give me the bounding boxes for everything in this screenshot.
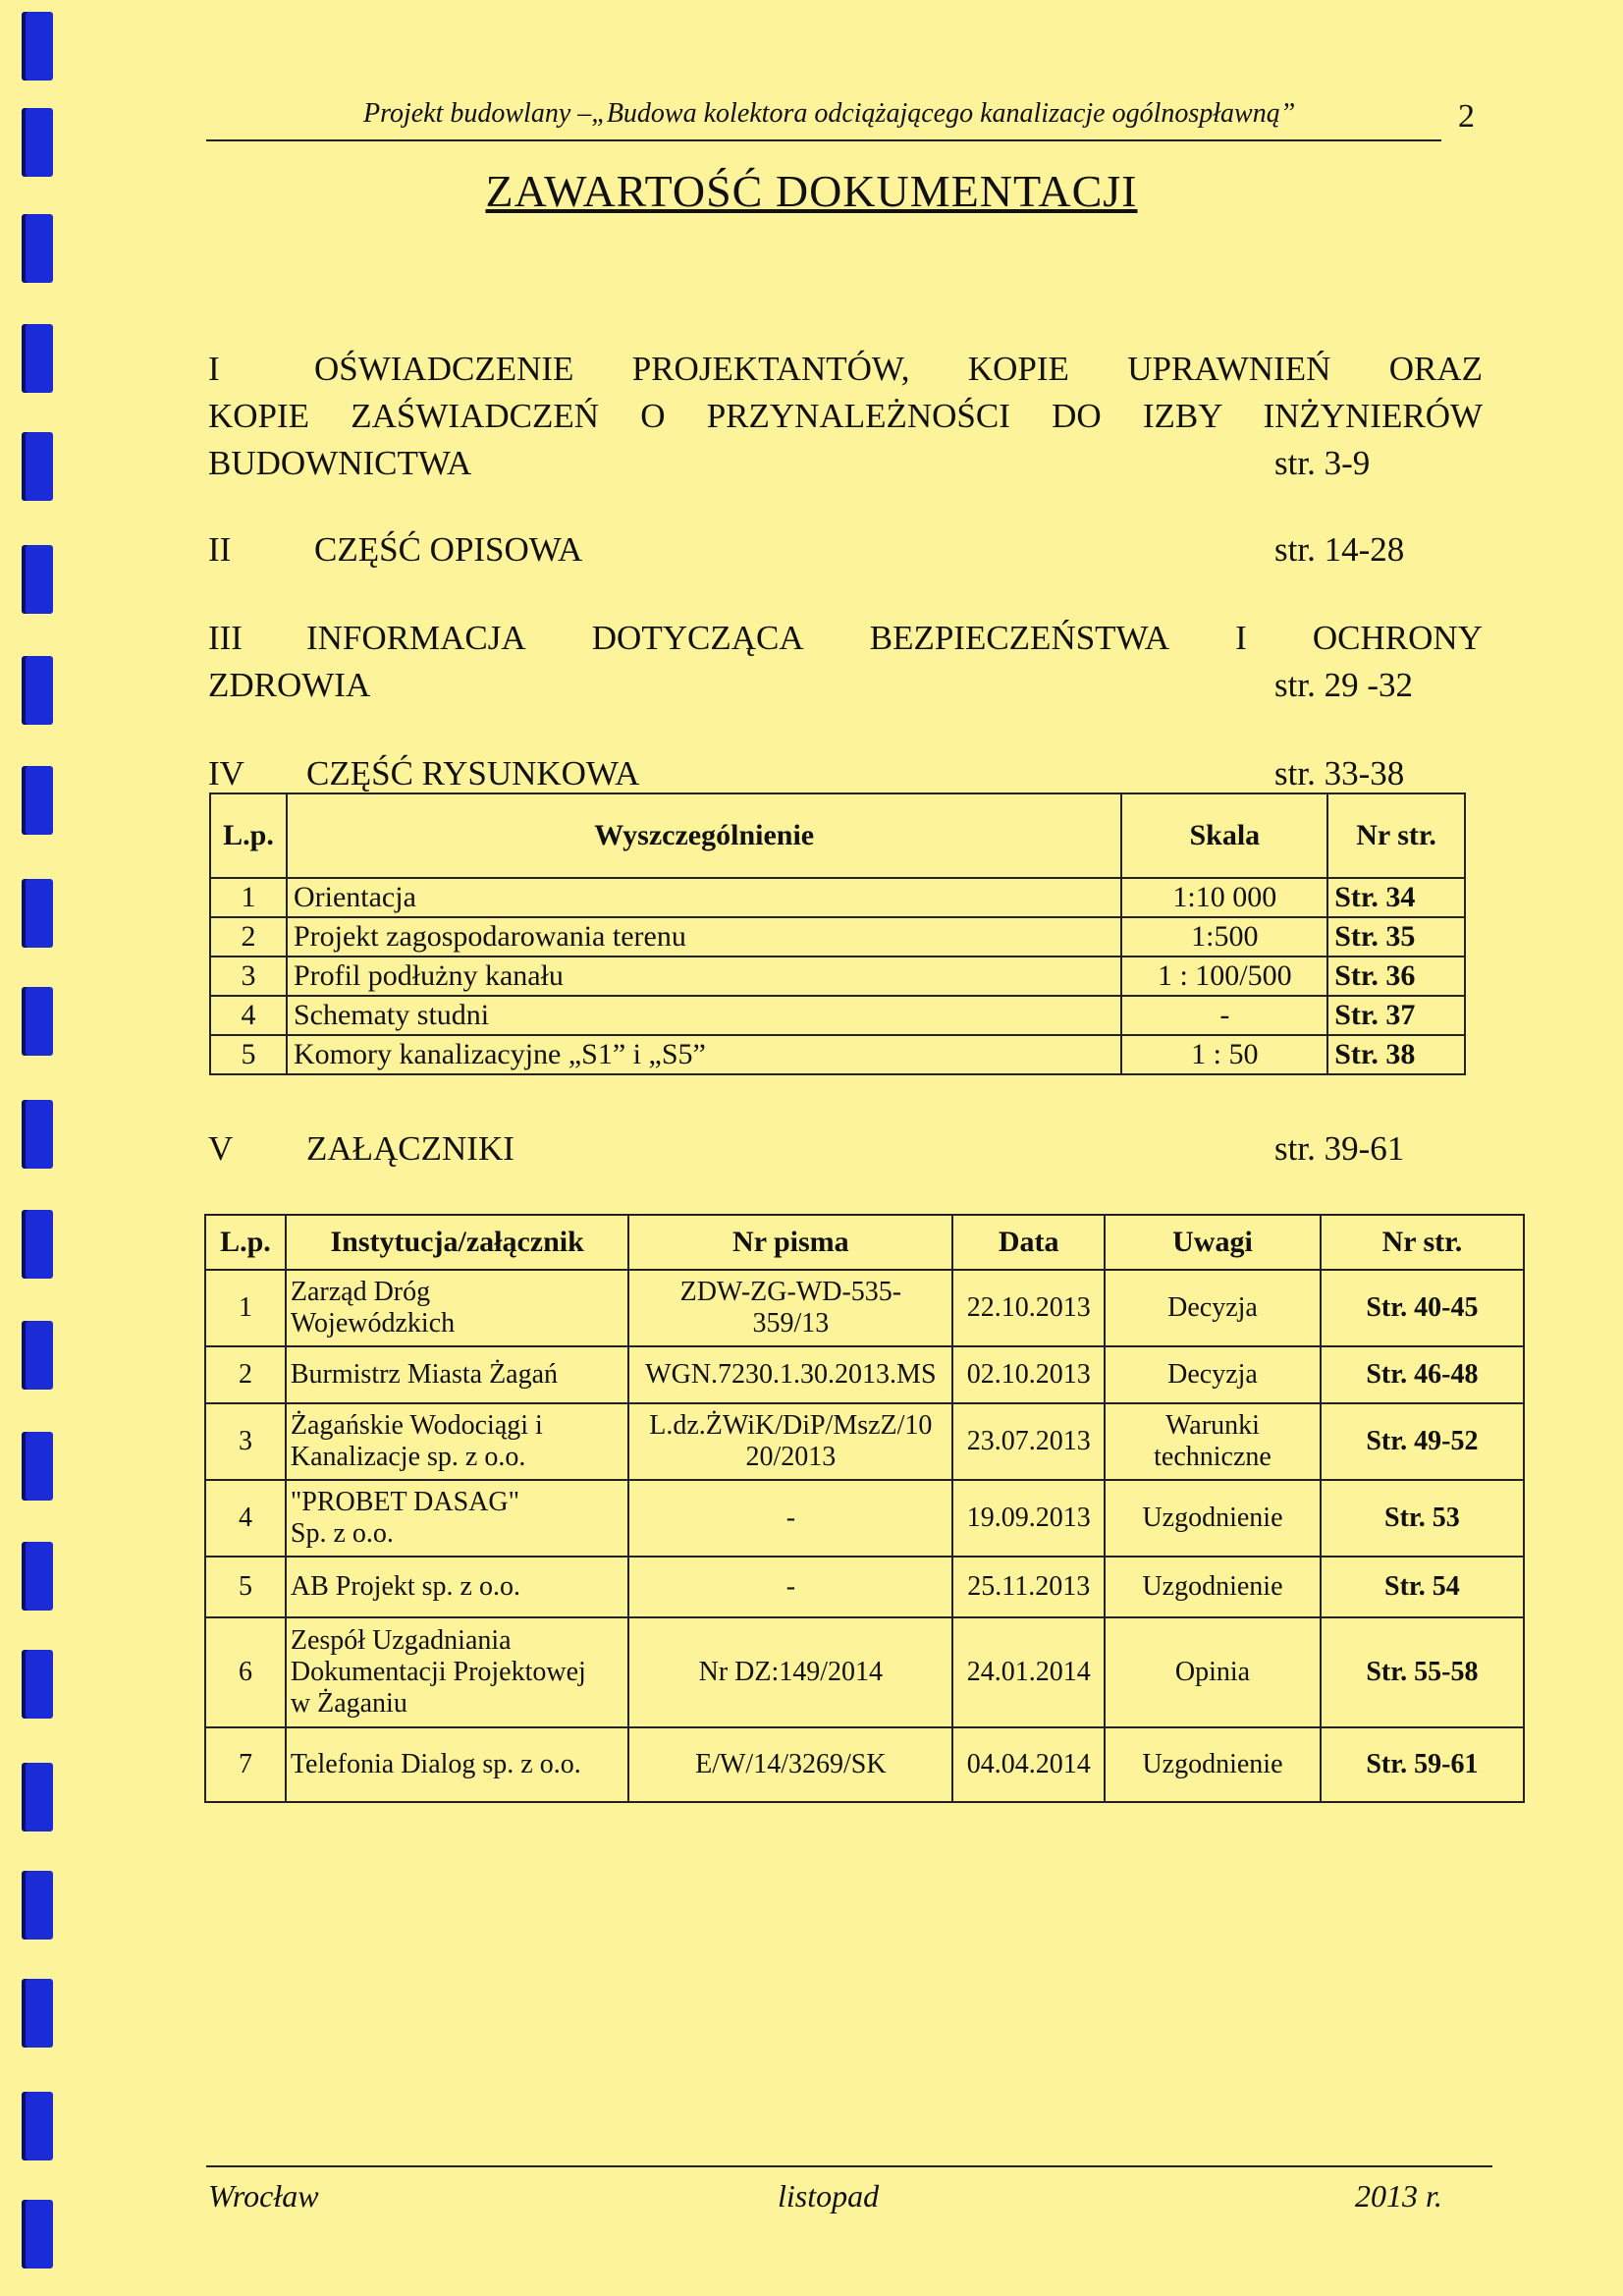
cell-ref: Nr DZ:149/2014 bbox=[628, 1617, 952, 1727]
section-4-title: CZĘŚĆ RYSUNKOWA bbox=[306, 754, 640, 793]
cell-lp: 4 bbox=[210, 996, 287, 1035]
col-header-inst: Instytucja/załącznik bbox=[286, 1215, 629, 1270]
cell-line: w Żaganiu bbox=[290, 1688, 407, 1719]
cell-lp: 4 bbox=[205, 1480, 286, 1557]
section-2-title: CZĘŚĆ OPISOWA bbox=[314, 530, 583, 569]
table-row bbox=[205, 1557, 1524, 1617]
col-header-ref: Nr pisma bbox=[628, 1215, 952, 1270]
section-4-num: IV bbox=[208, 754, 244, 793]
page-number: 2 bbox=[1458, 98, 1475, 135]
table-row bbox=[205, 1403, 1524, 1480]
cell-line: Sp. z o.o. bbox=[290, 1518, 394, 1549]
table-header-row bbox=[205, 1215, 1524, 1270]
cell-inst bbox=[286, 1480, 629, 1557]
cell-line: Żagańskie Wodociągi i bbox=[290, 1410, 543, 1441]
cell-page: Str. 49-52 bbox=[1321, 1403, 1524, 1480]
cell-lp: 5 bbox=[210, 1035, 287, 1074]
section-3-line2: ZDROWIA bbox=[208, 666, 371, 704]
cell-lp: 1 bbox=[210, 878, 287, 917]
cell-line: Warunki bbox=[1165, 1410, 1260, 1441]
cell-page: Str. 54 bbox=[1321, 1557, 1524, 1617]
section-3-num: III bbox=[208, 619, 243, 657]
table-row bbox=[205, 1727, 1524, 1802]
section-5-pages: str. 39-61 bbox=[1274, 1129, 1405, 1168]
section-3-word: BEZPIECZEŃSTWA bbox=[869, 619, 1169, 657]
cell-page: Str. 40-45 bbox=[1321, 1270, 1524, 1346]
header-title: Projekt budowlany –„Budowa kolektora odciążającego kanalizacje ogólnospławną” bbox=[363, 98, 1296, 129]
cell-line: Zarząd Dróg bbox=[290, 1277, 431, 1307]
cell-notes: Uzgodnienie bbox=[1105, 1557, 1321, 1617]
table-row bbox=[210, 1035, 1465, 1074]
cell-page: Str. 34 bbox=[1327, 878, 1465, 917]
cell-lp: 3 bbox=[205, 1403, 286, 1480]
cell-line: "PROBET DASAG" bbox=[290, 1487, 520, 1517]
col-header-scale: Skala bbox=[1121, 793, 1327, 878]
cell-desc: Schematy studni bbox=[287, 996, 1121, 1035]
table-row bbox=[205, 1270, 1524, 1346]
cell-inst bbox=[286, 1403, 629, 1480]
cell-date: 23.07.2013 bbox=[952, 1403, 1105, 1480]
attachments-table bbox=[204, 1214, 1525, 1803]
section-1-pages: str. 3-9 bbox=[1274, 444, 1371, 482]
footer-month: listopad bbox=[778, 2178, 880, 2214]
cell-line: Kanalizacje sp. z o.o. bbox=[290, 1442, 526, 1472]
cell-desc: Projekt zagospodarowania terenu bbox=[287, 917, 1121, 957]
section-3-line1 bbox=[306, 615, 1483, 662]
cell-date: 24.01.2014 bbox=[952, 1617, 1105, 1727]
document-title: ZAWARTOŚĆ DOKUMENTACJI bbox=[485, 166, 1138, 216]
cell-date: 22.10.2013 bbox=[952, 1270, 1105, 1346]
header-rule bbox=[206, 139, 1441, 141]
cell-ref: - bbox=[628, 1557, 952, 1617]
spiral-binding bbox=[0, 0, 59, 2296]
cell-lp: 6 bbox=[205, 1617, 286, 1727]
cell-date: 02.10.2013 bbox=[952, 1346, 1105, 1403]
cell-scale: 1 : 50 bbox=[1121, 1035, 1327, 1074]
col-header-date: Data bbox=[952, 1215, 1105, 1270]
col-header-lp: L.p. bbox=[205, 1215, 286, 1270]
footer-city: Wrocław bbox=[208, 2178, 319, 2214]
cell-ref bbox=[628, 1403, 952, 1480]
cell-desc: Komory kanalizacyjne „S1” i „S5” bbox=[287, 1035, 1121, 1074]
col-header-page: Nr str. bbox=[1327, 793, 1465, 878]
cell-line: 359/13 bbox=[752, 1308, 830, 1339]
cell-scale: 1:10 000 bbox=[1121, 878, 1327, 917]
col-header-lp: L.p. bbox=[210, 793, 287, 878]
cell-lp: 7 bbox=[205, 1727, 286, 1802]
cell-page: Str. 55-58 bbox=[1321, 1617, 1524, 1727]
cell-notes bbox=[1105, 1403, 1321, 1480]
section-1-line2: KOPIE ZAŚWIADCZEŃ O PRZYNALEŻNOŚCI DO IZBY INŻYNIERÓW bbox=[208, 397, 1483, 435]
cell-ref: WGN.7230.1.30.2013.MS bbox=[628, 1346, 952, 1403]
cell-lp: 2 bbox=[210, 917, 287, 957]
footer-rule bbox=[206, 2165, 1492, 2167]
cell-notes: Opinia bbox=[1105, 1617, 1321, 1727]
cell-page: Str. 35 bbox=[1327, 917, 1465, 957]
section-1-line3: BUDOWNICTWA bbox=[208, 444, 472, 482]
cell-ref: E/W/14/3269/SK bbox=[628, 1727, 952, 1802]
drawings-table bbox=[209, 793, 1466, 1075]
section-3-word: OCHRONY bbox=[1312, 619, 1483, 657]
cell-desc: Orientacja bbox=[287, 878, 1121, 917]
section-4-pages: str. 33-38 bbox=[1274, 754, 1405, 793]
table-row bbox=[210, 878, 1465, 917]
cell-ref bbox=[628, 1270, 952, 1346]
cell-date: 25.11.2013 bbox=[952, 1557, 1105, 1617]
cell-lp: 1 bbox=[205, 1270, 286, 1346]
section-3-pages: str. 29 -32 bbox=[1274, 666, 1413, 704]
cell-page: Str. 59-61 bbox=[1321, 1727, 1524, 1802]
cell-lp: 3 bbox=[210, 957, 287, 996]
cell-inst: AB Projekt sp. z o.o. bbox=[286, 1557, 629, 1617]
cell-notes: Decyzja bbox=[1105, 1270, 1321, 1346]
cell-line: Wojewódzkich bbox=[290, 1308, 456, 1339]
table-row bbox=[205, 1617, 1524, 1727]
cell-inst: Burmistrz Miasta Żagań bbox=[286, 1346, 629, 1403]
table-row bbox=[210, 957, 1465, 996]
cell-notes: Uzgodnienie bbox=[1105, 1480, 1321, 1557]
cell-inst bbox=[286, 1270, 629, 1346]
cell-scale: - bbox=[1121, 996, 1327, 1035]
cell-line: 20/2013 bbox=[745, 1442, 837, 1472]
section-3-word: I bbox=[1235, 619, 1247, 657]
cell-line: Zespół Uzgadniania bbox=[290, 1625, 512, 1656]
table-row bbox=[210, 917, 1465, 957]
cell-notes: Decyzja bbox=[1105, 1346, 1321, 1403]
cell-scale: 1 : 100/500 bbox=[1121, 957, 1327, 996]
cell-line: ZDW-ZG-WD-535- bbox=[679, 1277, 902, 1307]
cell-line: Dokumentacji Projektowej bbox=[290, 1657, 586, 1687]
col-header-page: Nr str. bbox=[1321, 1215, 1524, 1270]
section-3-word: DOTYCZĄCA bbox=[591, 619, 804, 657]
section-1-num: I bbox=[208, 350, 220, 388]
table-row bbox=[205, 1346, 1524, 1403]
cell-page: Str. 46-48 bbox=[1321, 1346, 1524, 1403]
section-5-title: ZAŁĄCZNIKI bbox=[306, 1129, 514, 1168]
cell-date: 04.04.2014 bbox=[952, 1727, 1105, 1802]
cell-line: techniczne bbox=[1154, 1442, 1271, 1472]
cell-page: Str. 38 bbox=[1327, 1035, 1465, 1074]
cell-lp: 5 bbox=[205, 1557, 286, 1617]
col-header-notes: Uwagi bbox=[1105, 1215, 1321, 1270]
cell-scale: 1:500 bbox=[1121, 917, 1327, 957]
cell-lp: 2 bbox=[205, 1346, 286, 1403]
table-row bbox=[205, 1480, 1524, 1557]
cell-line: L.dz.ŻWiK/DiP/MszZ/10 bbox=[649, 1410, 933, 1441]
cell-page: Str. 37 bbox=[1327, 996, 1465, 1035]
cell-desc: Profil podłużny kanału bbox=[287, 957, 1121, 996]
footer-year: 2013 r. bbox=[1355, 2178, 1442, 2214]
section-5-num: V bbox=[208, 1129, 234, 1168]
cell-page: Str. 53 bbox=[1321, 1480, 1524, 1557]
cell-inst: Telefonia Dialog sp. z o.o. bbox=[286, 1727, 629, 1802]
table-header-row bbox=[210, 793, 1465, 878]
section-2-num: II bbox=[208, 530, 232, 569]
section-1-line1: OŚWIADCZENIE PROJEKTANTÓW, KOPIE UPRAWNIEŃ ORAZ bbox=[314, 350, 1483, 388]
cell-ref: - bbox=[628, 1480, 952, 1557]
section-3-word: INFORMACJA bbox=[306, 619, 526, 657]
cell-page: Str. 36 bbox=[1327, 957, 1465, 996]
cell-date: 19.09.2013 bbox=[952, 1480, 1105, 1557]
table-row bbox=[210, 996, 1465, 1035]
cell-inst bbox=[286, 1617, 629, 1727]
cell-notes: Uzgodnienie bbox=[1105, 1727, 1321, 1802]
col-header-desc: Wyszczególnienie bbox=[287, 793, 1121, 878]
section-2-pages: str. 14-28 bbox=[1274, 530, 1405, 569]
